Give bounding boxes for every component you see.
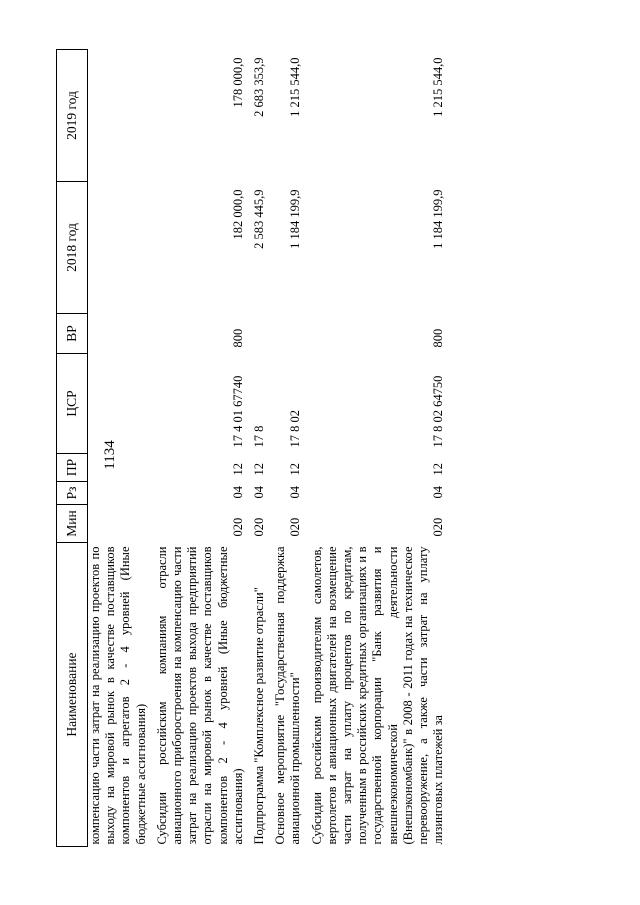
table-row xyxy=(271,50,307,847)
row-csr xyxy=(88,354,153,454)
row-name: компенсацию части затрат на реализацию проектов по выходу на мировой рынок в качестве поставщиков компонентов и агрегатов 2 - 4 уровней (Иные бюджетные ассигнования) xyxy=(88,546,148,845)
row-min: 020 xyxy=(252,517,267,537)
row-vr xyxy=(271,314,307,354)
table-row xyxy=(88,50,153,847)
row-pr: 12 xyxy=(431,463,446,476)
row-csr: 17 4 01 67740 xyxy=(230,375,245,448)
row-csr: 17 8 xyxy=(252,425,267,448)
table-row xyxy=(308,50,451,847)
row-name: Субсидии российским производителям самолетов, вертолетов и авиационных двигателей на возмещение части затрат на уплату процентов по кредитам, полученным в российских кредитных организациях и в государственной корпорации "Банк развития и внешнеэкономической деятельности (Внешэкономбанк)" в 2008 - 2011 годах на техническое перевооружение, а также части затрат на уплату лизинговых платежей за xyxy=(309,546,446,845)
row-min: 020 xyxy=(230,517,245,537)
row-rz xyxy=(88,482,153,505)
row-2018: 2 583 445,9 xyxy=(252,189,267,249)
header-vr: ВР xyxy=(57,314,88,354)
row-vr: 800 xyxy=(431,328,446,348)
row-2019: 178 000,0 xyxy=(230,57,245,108)
header-name: Наименование xyxy=(57,543,88,847)
row-min: 020 xyxy=(288,517,303,537)
row-name: Подпрограмма "Комплексное развитие отрасли" xyxy=(252,587,267,845)
row-csr: 17 8 02 64750 xyxy=(431,375,446,448)
row-vr xyxy=(250,314,271,354)
row-pr xyxy=(88,454,153,482)
table-header-row xyxy=(57,50,88,847)
row-vr xyxy=(88,314,153,354)
row-min xyxy=(88,505,153,543)
row-pr: 12 xyxy=(288,463,303,476)
header-csr: ЦСР xyxy=(57,354,88,454)
header-rz: Рз xyxy=(57,482,88,505)
row-pr: 12 xyxy=(230,463,245,476)
row-name: Основное мероприятие "Государственная поддержка авиационной промышленности" xyxy=(273,546,303,845)
row-2018 xyxy=(88,182,153,314)
table-row xyxy=(250,50,271,847)
row-2019: 2 683 353,9 xyxy=(252,57,267,117)
row-2018: 182 000,0 xyxy=(230,189,245,240)
header-2019: 2019 год xyxy=(57,50,88,182)
header-2018: 2018 год xyxy=(57,182,88,314)
row-pr: 12 xyxy=(252,463,267,476)
row-csr: 17 8 02 xyxy=(288,410,303,448)
row-2019: 1 215 544,0 xyxy=(288,57,303,117)
row-vr: 800 xyxy=(230,328,245,348)
row-name: Субсидии российским компаниям отрасли авиационного приборостроения на компенсацию части затрат на реализацию проектов выхода предприятий отрасли на мировой рынок в качестве поставщиков компонентов 2 - 4 уровней (Иные бюджетные ассигнования) xyxy=(154,546,245,845)
header-min: Мин xyxy=(57,505,88,543)
page-number: 1134 xyxy=(102,440,118,470)
row-2018: 1 184 199,9 xyxy=(431,189,446,249)
table-row xyxy=(153,50,250,847)
row-rz: 04 xyxy=(230,486,245,499)
budget-table xyxy=(56,49,450,847)
row-2019 xyxy=(88,50,153,182)
row-2019: 1 215 544,0 xyxy=(431,57,446,117)
header-pr: ПР xyxy=(57,454,88,482)
row-2018: 1 184 199,9 xyxy=(288,189,303,249)
row-rz: 04 xyxy=(288,486,303,499)
row-min: 020 xyxy=(431,517,446,537)
row-rz: 04 xyxy=(252,486,267,499)
row-rz: 04 xyxy=(431,486,446,499)
